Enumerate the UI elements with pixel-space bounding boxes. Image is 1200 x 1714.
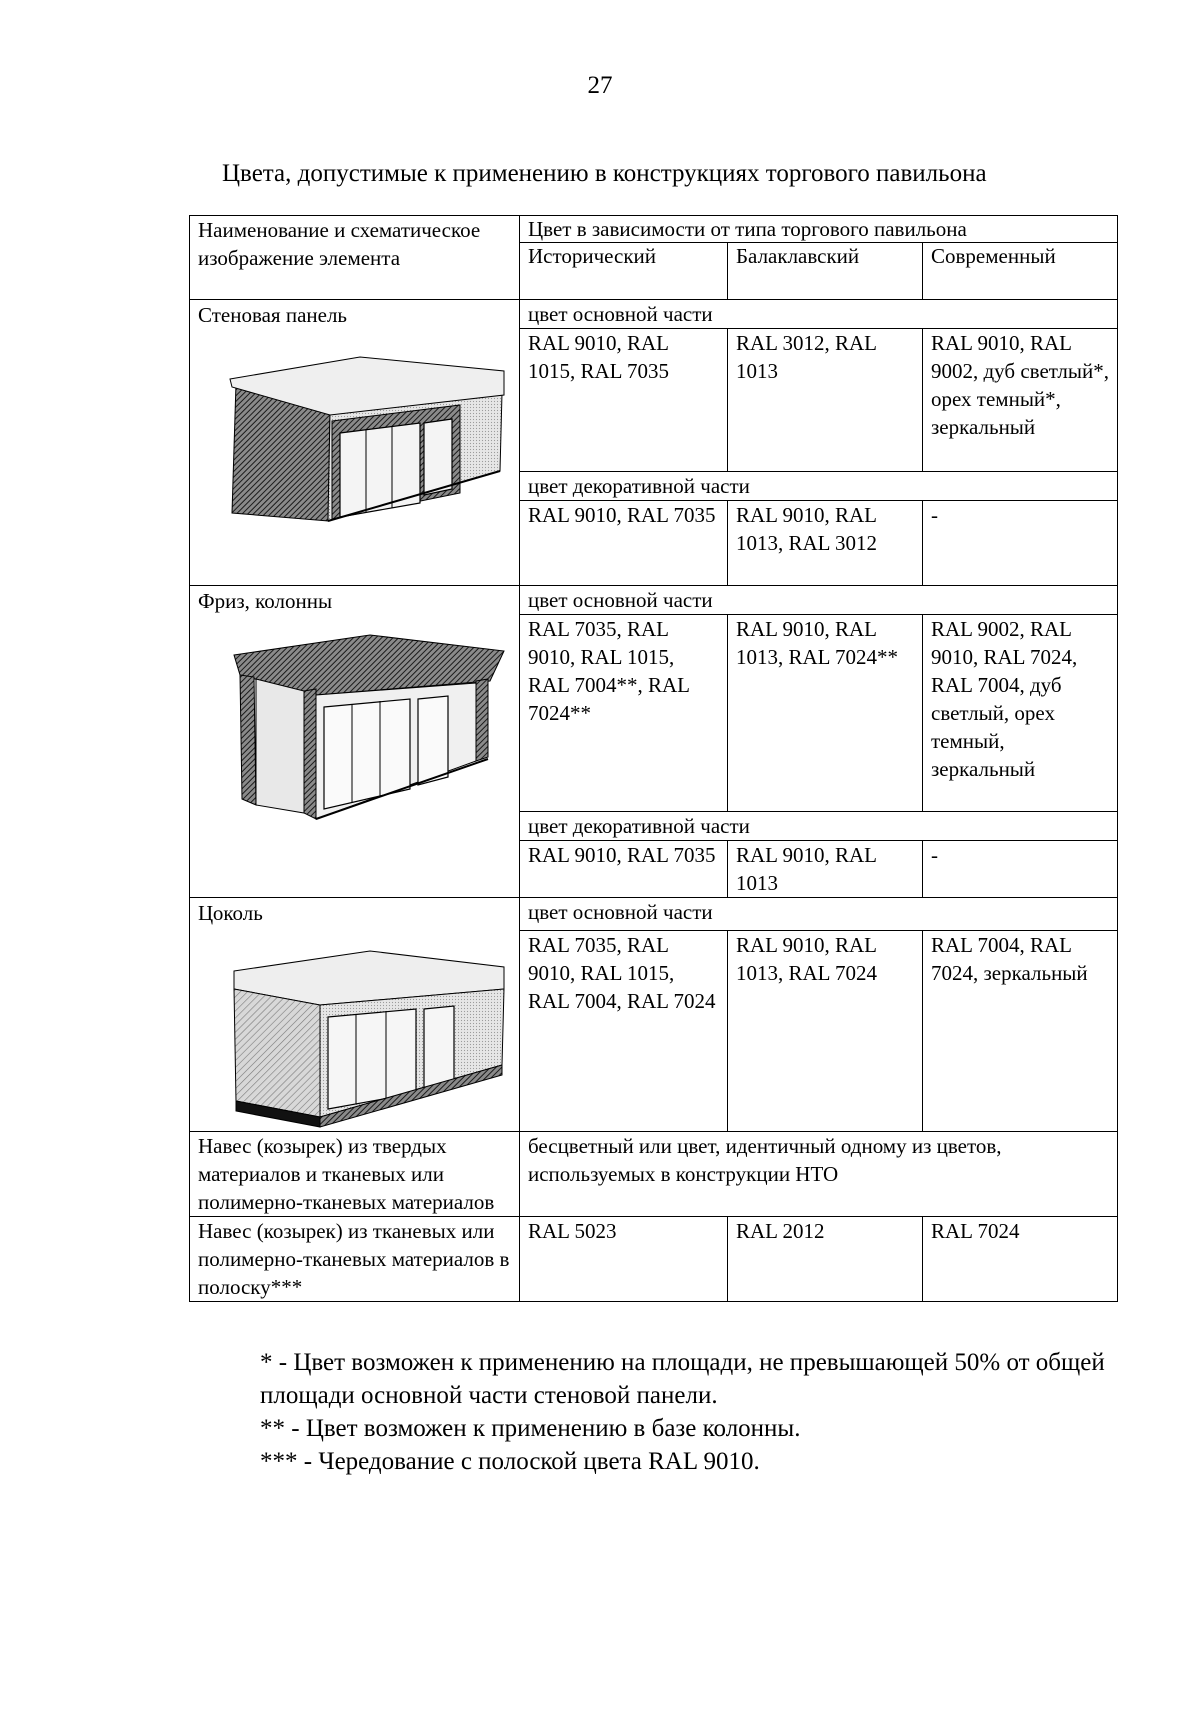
wall-main-modern: RAL 9010, RAL 9002, дуб светлый*, орех темный*, зеркальный xyxy=(923,329,1118,472)
decor-part-label: цвет декоративной части xyxy=(520,812,1118,841)
canopy-strip-historical: RAL 5023 xyxy=(520,1217,728,1302)
canopy-strip-modern: RAL 7024 xyxy=(923,1217,1118,1302)
main-part-label: цвет основной части xyxy=(520,586,1118,615)
type-historical-header: Исторический xyxy=(520,243,728,300)
type-balaklava-header: Балаклавский xyxy=(728,243,923,300)
wall-panel-cell xyxy=(190,300,520,586)
plinth-main-balaklava: RAL 9010, RAL 1013, RAL 7024 xyxy=(728,931,923,1132)
wall-panel-pavilion-image xyxy=(220,343,505,543)
main-part-label: цвет основной части xyxy=(520,898,1118,931)
footnote: * - Цвет возможен к применению на площади, не превышающей 50% от общей площади основной части стеновой панели. xyxy=(260,1349,1105,1409)
frieze-decor-balaklava: RAL 9010, RAL 1013 xyxy=(728,841,923,898)
page-title: Цвета, допустимые к применению в конструкциях торгового павильона xyxy=(222,160,987,187)
footnote: *** - Чередование с полоской цвета RAL 9010. xyxy=(260,1448,760,1475)
table-row xyxy=(190,1217,1118,1302)
plinth-main-historical: RAL 7035, RAL 9010, RAL 1015, RAL 7004, RAL 7024 xyxy=(520,931,728,1132)
canopy-strip-name: Навес (козырек) из тканевых или полимерно-тканевых материалов в полоску*** xyxy=(190,1217,520,1302)
footnote: ** - Цвет возможен к применению в базе колонны. xyxy=(260,1415,801,1442)
frieze-main-modern: RAL 9002, RAL 9010, RAL 7024, RAL 7004, дуб светлый, орех темный, зеркальный xyxy=(923,615,1118,812)
table-row xyxy=(190,898,1118,931)
frieze-cell xyxy=(190,586,520,898)
colors-table xyxy=(189,215,1118,1302)
element-name: Стеновая панель xyxy=(198,303,348,327)
main-part-label: цвет основной части xyxy=(520,300,1118,329)
wall-decor-modern: - xyxy=(923,501,1118,586)
canopy-strip-balaklava: RAL 2012 xyxy=(728,1217,923,1302)
table-row xyxy=(190,300,1118,329)
frieze-main-balaklava: RAL 9010, RAL 1013, RAL 7024** xyxy=(728,615,923,812)
page-number: 27 xyxy=(587,72,613,99)
element-name: Фриз, колонны xyxy=(198,589,333,613)
plinth-main-modern: RAL 7004, RAL 7024, зеркальный xyxy=(923,931,1118,1132)
frieze-decor-modern: - xyxy=(923,841,1118,898)
table-row xyxy=(190,1132,1118,1217)
element-name: Цоколь xyxy=(198,901,263,925)
wall-decor-historical: RAL 9010, RAL 7035 xyxy=(520,501,728,586)
frieze-main-historical: RAL 7035, RAL 9010, RAL 1015, RAL 7004**, RAL 7024** xyxy=(520,615,728,812)
decor-part-label: цвет декоративной части xyxy=(520,472,1118,501)
frieze-decor-historical: RAL 9010, RAL 7035 xyxy=(520,841,728,898)
canopy-solid-name: Навес (козырек) из твердых материалов и тканевых или полимерно-тканевых материалов xyxy=(190,1132,520,1217)
frieze-pavilion-image xyxy=(220,629,505,829)
wall-decor-balaklava: RAL 9010, RAL 1013, RAL 3012 xyxy=(728,501,923,586)
wall-main-balaklava: RAL 3012, RAL 1013 xyxy=(728,329,923,472)
name-column-header: Наименование и схематическое изображение элемента xyxy=(190,216,520,300)
wall-main-historical: RAL 9010, RAL 1015, RAL 7035 xyxy=(520,329,728,472)
table-header-row xyxy=(190,216,1118,243)
type-modern-header: Современный xyxy=(923,243,1118,300)
canopy-solid-value: бесцветный или цвет, идентичный одному из цветов, используемых в конструкции НТО xyxy=(520,1132,1118,1217)
footnotes xyxy=(189,1346,1117,1478)
plinth-pavilion-image xyxy=(220,941,505,1131)
table-row xyxy=(190,586,1118,615)
plinth-cell xyxy=(190,898,520,1132)
color-group-header: Цвет в зависимости от типа торгового павильона xyxy=(520,216,1118,243)
